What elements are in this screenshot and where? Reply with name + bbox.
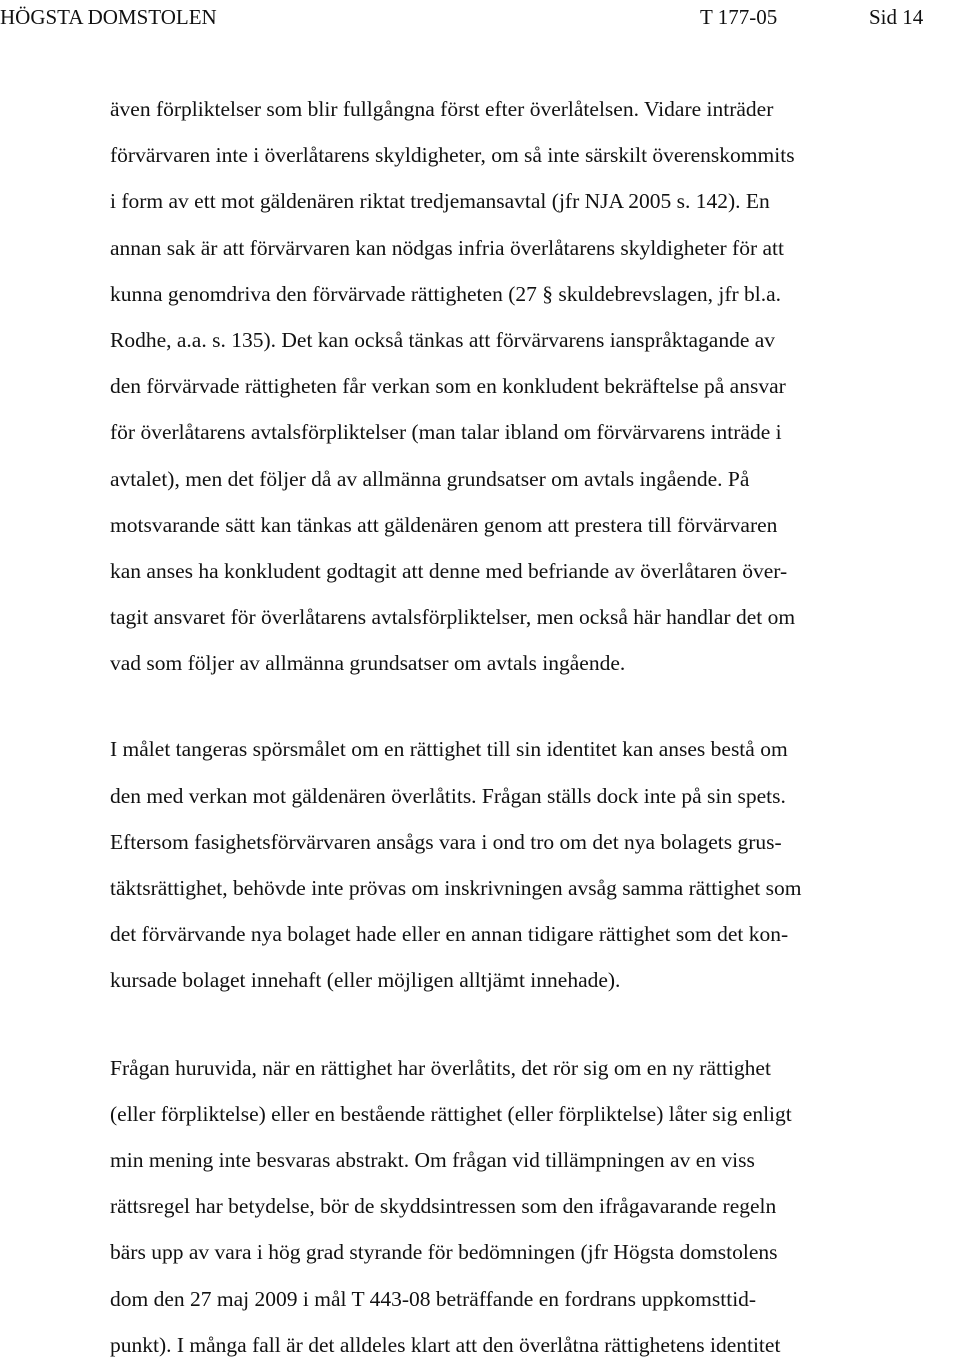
paragraph-spacer <box>110 686 960 726</box>
text-line: Eftersom fasighetsförvärvaren ansågs vara i ond tro om det nya bolagets grus- <box>110 829 782 854</box>
text-line: Frågan huruvida, när en rättighet har överlåtits, det rör sig om en ny rättighet <box>110 1055 771 1080</box>
text-line: dom den 27 maj 2009 i mål T 443-08 beträffande en fordrans uppkomsttid- <box>110 1286 757 1311</box>
text-line: tagit ansvaret för överlåtarens avtalsförpliktelser, men också här handlar det om <box>110 605 796 630</box>
page-number: Sid 14 <box>869 5 924 29</box>
text-line: för överlåtarens avtalsförpliktelser (man talar ibland om förvärvarens inträde i <box>110 420 782 445</box>
text-line: annan sak är att förvärvaren kan nödgas infria överlåtarens skyldigheter för att <box>110 235 784 260</box>
text-line: rättsregel har betydelse, bör de skyddsintressen som den ifrågavarande regeln <box>110 1194 777 1219</box>
text-line: kursade bolaget innehaft (eller möjligen alltjämt innehade). <box>110 968 621 993</box>
text-line: den med verkan mot gäldenären överlåtits. Frågan ställs dock inte på sin spets. <box>110 783 786 808</box>
paragraph-1 <box>110 86 960 686</box>
paragraph-2 <box>110 726 960 1003</box>
text-line: det förvärvande nya bolaget hade eller en annan tidigare rättighet som det kon- <box>110 922 789 947</box>
court-name: HÖGSTA DOMSTOLEN <box>0 5 217 29</box>
case-number: T 177-05 <box>700 5 778 29</box>
text-line: bärs upp av vara i hög grad styrande för bedömningen (jfr Högsta domstolens <box>110 1240 778 1265</box>
text-line: kan anses ha konkludent godtagit att denne med befriande av överlåtaren över- <box>110 558 788 583</box>
document-body <box>110 86 960 1368</box>
text-line: kunna genomdriva den förvärvade rättigheten (27 § skuldebrevslagen, jfr bl.a. <box>110 281 782 306</box>
text-line: Rodhe, a.a. s. 135). Det kan också tänkas att förvärvarens ianspråktagande av <box>110 327 776 352</box>
text-line: i form av ett mot gäldenären riktat tredjemansavtal (jfr NJA 2005 s. 142). En <box>110 189 770 214</box>
page-header <box>0 2 960 32</box>
text-line: avtalet), men det följer då av allmänna grundsatser om avtals ingående. På <box>110 466 750 491</box>
text-line: punkt). I många fall är det alldeles klart att den överlåtna rättighetens identitet <box>110 1332 781 1357</box>
paragraph-spacer <box>110 1004 960 1045</box>
paragraph-3 <box>110 1045 960 1368</box>
text-line: I målet tangeras spörsmålet om en rättighet till sin identitet kan anses bestå om <box>110 737 788 762</box>
text-line: min mening inte besvaras abstrakt. Om frågan vid tillämpningen av en viss <box>110 1147 755 1172</box>
text-line: (eller förpliktelse) eller en bestående rättighet (eller förpliktelse) låter sig enligt <box>110 1101 792 1126</box>
text-line: vad som följer av allmänna grundsatser om avtals ingående. <box>110 651 626 676</box>
text-line: även förpliktelser som blir fullgångna först efter överlåtelsen. Vidare inträder <box>110 97 774 121</box>
text-line: förvärvaren inte i överlåtarens skyldigheter, om så inte särskilt överenskommits <box>110 143 795 168</box>
text-line: den förvärvade rättigheten får verkan som en konkludent bekräftelse på ansvar <box>110 374 786 399</box>
text-line: täktsrättighet, behövde inte prövas om inskrivningen avsåg samma rättighet som <box>110 876 802 900</box>
text-line: motsvarande sätt kan tänkas att gäldenären genom att prestera till förvärvaren <box>110 512 778 537</box>
